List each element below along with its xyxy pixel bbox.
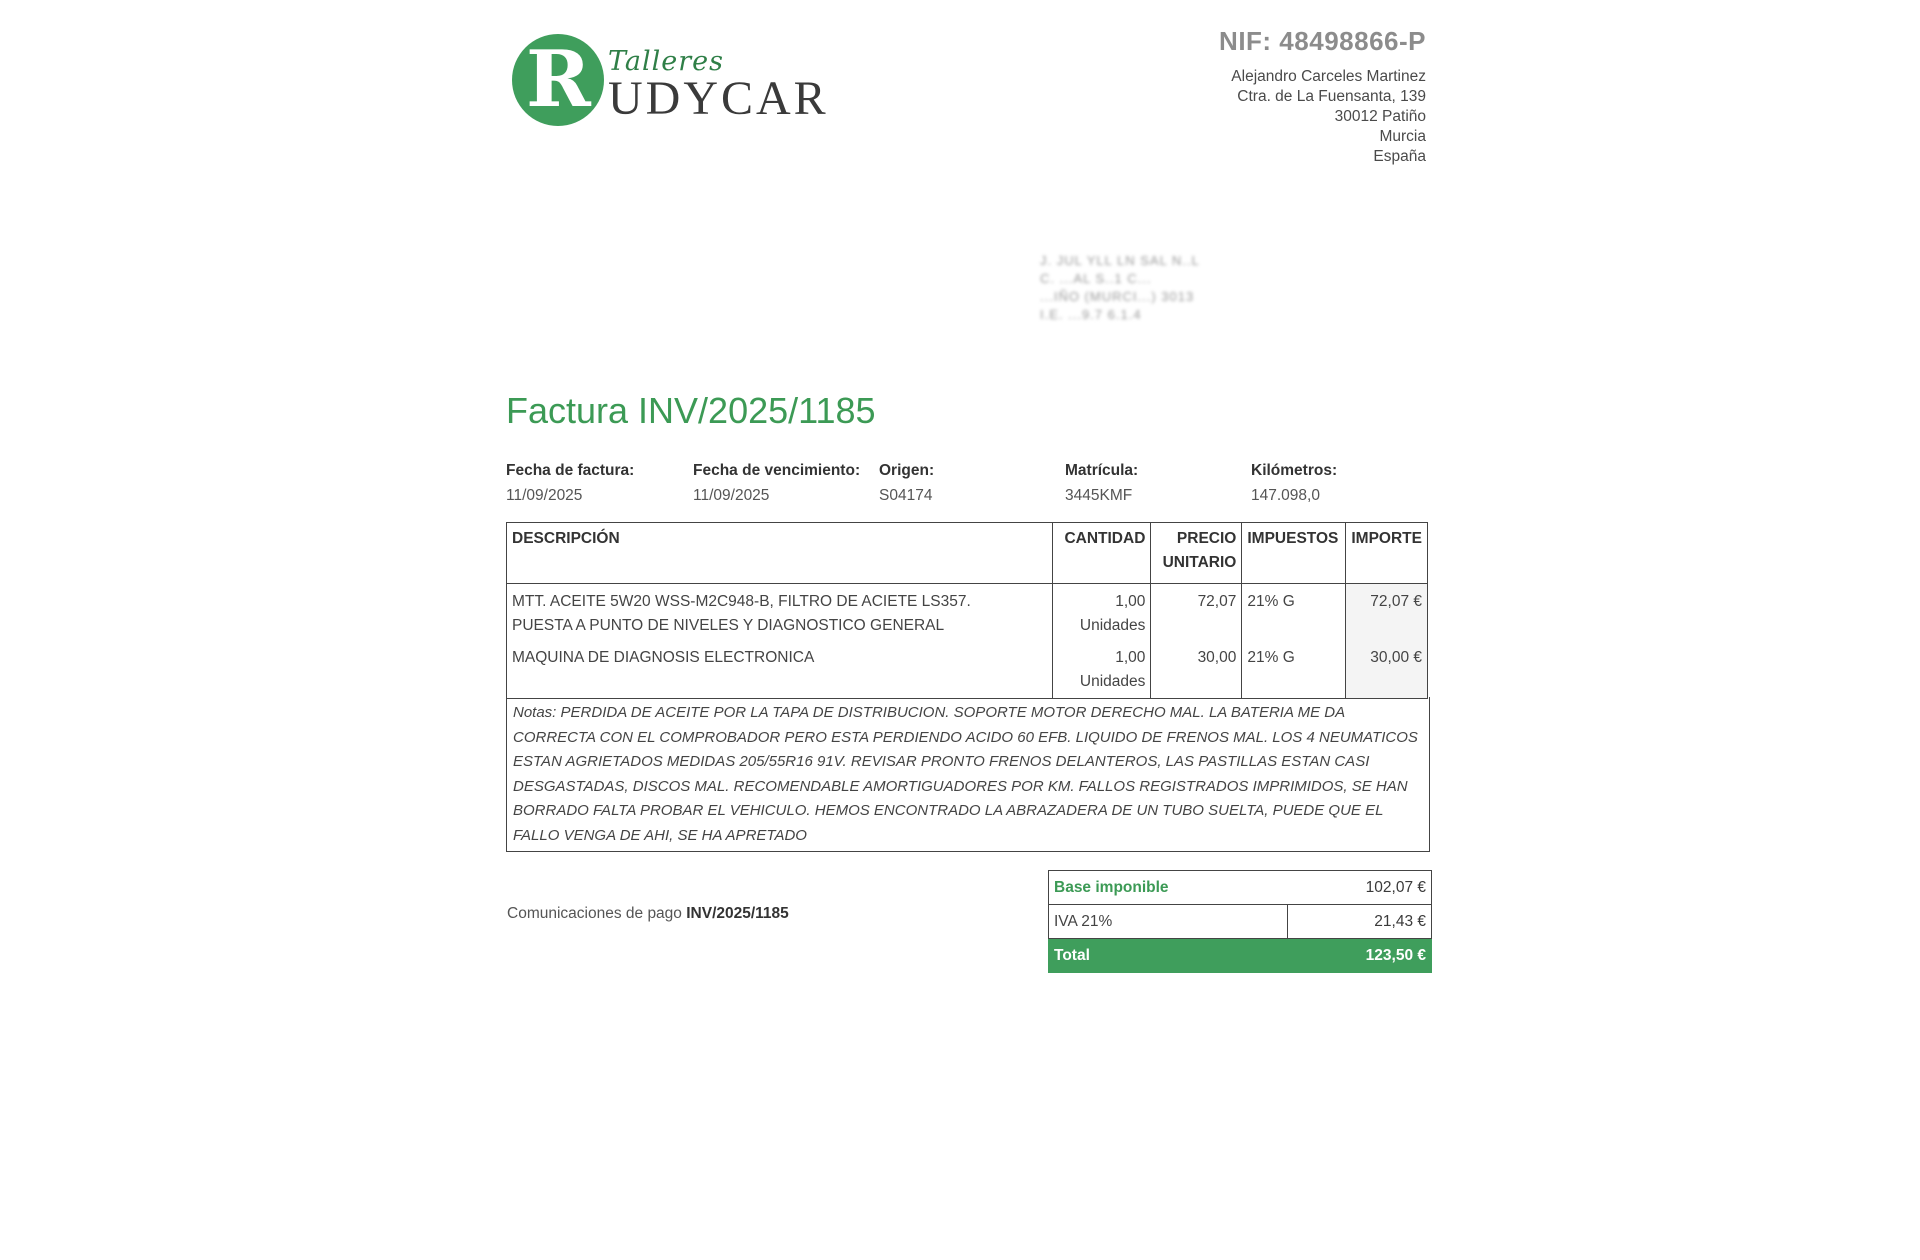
header-amount: IMPORTE [1346,523,1428,584]
base-label: Base imponible [1049,871,1288,905]
meta-value: 11/09/2025 [693,487,770,504]
row-quantity-value: 1,00 [1115,649,1146,666]
logo-emblem [512,34,604,126]
header-taxes: IMPUESTOS [1242,523,1346,584]
meta-invoice-date [506,462,634,505]
row-amount: 72,07 € [1346,584,1428,643]
row-description-line: MTT. ACEITE 5W20 WSS-M2C948-B, FILTRO DE ACIETE LS357. [512,593,971,610]
logo-script-text: Talleres [608,46,724,77]
meta-origin [879,462,934,505]
payment-reference-code: INV/2025/1185 [686,905,789,922]
totals-table [1048,870,1432,973]
row-description [507,584,1053,643]
totals-iva-row [1049,905,1432,939]
company-logo [512,34,832,134]
company-info [1219,26,1426,167]
header-quantity: CANTIDAD [1053,523,1151,584]
header-unit-price: PRECIO UNITARIO [1151,523,1242,584]
company-city: 30012 Patiño [1334,108,1426,125]
row-quantity [1053,642,1151,699]
table-row [507,642,1428,699]
logo-wordmark: UDYCAR [608,72,829,125]
meta-plate [1065,462,1138,505]
row-description-line: PUESTA A PUNTO DE NIVELES Y DIAGNOSTICO GENERAL [512,617,945,634]
company-country: España [1373,148,1426,165]
meta-value: S04174 [879,487,933,504]
meta-label: Origen: [879,462,935,479]
meta-kilometers [1251,462,1337,505]
row-description [507,642,1053,699]
company-nif: NIF: 48498866-P [1219,26,1426,56]
invoice-lines-table [506,522,1428,699]
customer-line: J. JUL YLL LN SAL N..L [1040,253,1200,268]
meta-label: Matrícula: [1065,462,1139,479]
meta-value: 3445KMF [1065,487,1133,504]
header-description: DESCRIPCIÓN [507,523,1053,584]
logo-r-letter: R [526,34,591,125]
meta-value: 11/09/2025 [506,487,583,504]
row-quantity [1053,584,1151,643]
invoice-notes: Notas: PERDIDA DE ACEITE POR LA TAPA DE DISTRIBUCION. SOPORTE MOTOR DERECHO MAL. LA BATERIA ME DA CORRECTA CON EL COMPROBADOR PERO ESTA PERDIENDO ACIDO 60 EFB. LIQUIDO DE FRENOS MAL. LOS 4 NEUMATICOS ESTAN AGRIETADOS MEDIDAS 205/55R16 91V. REVISAR PRONTO FRENOS DELANTEROS, LAS PASTILLAS ESTAN CASI DESGASTADAS, DISCOS MAL. RECOMENDABLE AMORTIGUADORES POR KM. FALLOS REGISTRADOS IMPRIMIDOS, SE HAN BORRADO FALTA PROBAR EL VEHICULO. HEMOS ENCONTRADO LA ABRAZADERA DE UN TUBO SUELTA, PUEDE QUE EL FALLO VENGA DE AHI, SE HA APRETADO [506,697,1430,852]
row-amount: 30,00 € [1346,642,1428,699]
meta-due-date [693,462,860,505]
table-row [507,584,1428,643]
meta-value: 147.098,0 [1251,487,1320,504]
row-quantity-unit: Unidades [1079,617,1146,634]
meta-label: Fecha de factura: [506,462,635,479]
iva-label: IVA 21% [1049,905,1288,939]
company-province: Murcia [1379,128,1426,145]
row-unit-price: 30,00 [1151,642,1242,699]
meta-label: Kilómetros: [1251,462,1338,479]
total-value: 123,50 € [1288,939,1432,973]
customer-address-redacted [1040,252,1240,324]
row-taxes: 21% G [1242,642,1346,699]
meta-label: Fecha de vencimiento: [693,462,861,479]
table-header-row [507,523,1428,584]
company-name: Alejandro Carceles Martinez [1231,68,1426,85]
totals-total-row [1049,939,1432,973]
total-label: Total [1049,939,1288,973]
base-value: 102,07 € [1288,871,1432,905]
customer-line: ...IÑO (MURCI...) 3013 [1040,289,1195,304]
row-taxes: 21% G [1242,584,1346,643]
customer-line: I.E. ...9.7 6.1.4 [1040,307,1142,322]
iva-value: 21,43 € [1288,905,1432,939]
totals-base-row [1049,871,1432,905]
row-description-line: MAQUINA DE DIAGNOSIS ELECTRONICA [512,649,815,666]
row-unit-price: 72,07 [1151,584,1242,643]
customer-line: C. ...AL S..1 C... [1040,271,1152,286]
company-street: Ctra. de La Fuensanta, 139 [1237,88,1426,105]
payment-label: Comunicaciones de pago [507,905,682,922]
row-quantity-unit: Unidades [1079,673,1146,690]
invoice-title: Factura INV/2025/1185 [506,390,876,431]
row-quantity-value: 1,00 [1115,593,1146,610]
payment-reference [507,905,789,923]
